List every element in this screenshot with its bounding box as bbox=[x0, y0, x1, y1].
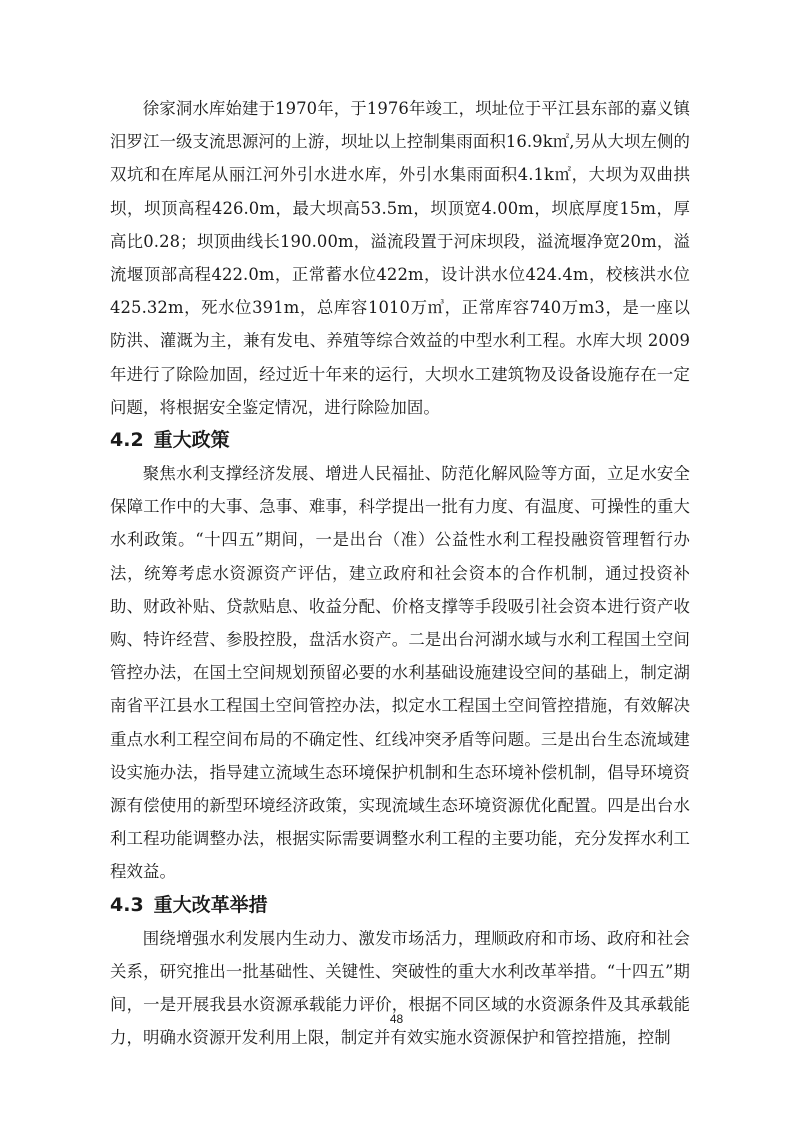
paragraph-major-reforms: 围绕增强水利发展内生动力、激发市场活力，理顺政府和市场、政府和社会关系，研究推出一批基础性、关键性、突破性的重大水利改革举措。“十四五”期间，一是开展我县水资源承载能力评价，根据不同区域的水资源条件及其承载能力，明确水资源开发利用上限，制定并有效实施水资源保护和管控措施，控制 bbox=[110, 928, 690, 1048]
paragraph-major-policies: 聚焦水利支撑经济发展、增进人民福扯、防范化解风险等方面，立足水安全保障工作中的大事、急事、难事，科学提出一批有力度、有温度、可操性的重大水利政策。“十四五”期间，一是出台（准）公益性水利工程投融资管理暂行办法，统筹考虑水资源资产评估，建立政府和社会资本的合作机制，通过投资补助、财政补贴、贷款贴息、收益分配、价格支撑等手段吸引社会资本进行资产收购、特许经营、参股控股，盘活水资产。二是出台河湖水域与水利工程国土空间管控办法，在国土空间规划预留必要的水利基础设施建设空间的基础上，制定湖南省平江县水工程国土空间管控办法，拟定水工程国土空间管控措施，有效解决重点水利工程空间布局的不确定性、红线冲突矛盾等问题。三是出台生态流域建设实施办法，指导建立流域生态环境保护机制和生态环境补偿机制，倡导环境资源有偿使用的新型环境经济政策，实现流域生态环境资源优化配置。四是出台水利工程功能调整办法，根据实际需要调整水利工程的主要功能，充分发挥水利工程效益。 bbox=[110, 464, 690, 882]
section-heading-4-2 bbox=[110, 424, 690, 457]
section-title: 重大政策 bbox=[153, 429, 230, 452]
section-title: 重大改革举措 bbox=[153, 893, 268, 916]
section-number: 4.3 bbox=[110, 893, 144, 916]
page-number: 48 bbox=[389, 1012, 404, 1026]
body-text bbox=[110, 92, 690, 1054]
section-number: 4.2 bbox=[110, 429, 144, 452]
section-heading-4-3 bbox=[110, 889, 690, 922]
paragraph-reservoir-overview: 徐家洞水库始建于1970年，于1976年竣工，坝址位于平江县东部的嘉义镇汨罗江一级支流思源河的上游，坝址以上控制集雨面积16.9k㎡,另从大坝左侧的双坑和在库尾从丽江河外引水进水库，外引水集雨面积4.1k㎡，大坝为双曲拱坝，坝顶高程426.0m，最大坝高53.5m，坝顶宽4.00m，坝底厚度15m，厚高比0.28；坝顶曲线长190.00m，溢流段置于河床坝段，溢流堰净宽20m，溢流堰顶部高程422.0m，正常蓄水位422m，设计洪水位424.4m，校核洪水位425.32m，死水位391m，总库容1010万㎥，正常库容740万m3，是一座以防洪、灌溉为主，兼有发电、养殖等综合效益的中型水利工程。水库大坝 2009 年进行了除险加固，经过近十年来的运行，大坝水工建筑物及设备设施存在一定问题，将根据安全鉴定情况，进行除险加固。 bbox=[110, 99, 690, 417]
